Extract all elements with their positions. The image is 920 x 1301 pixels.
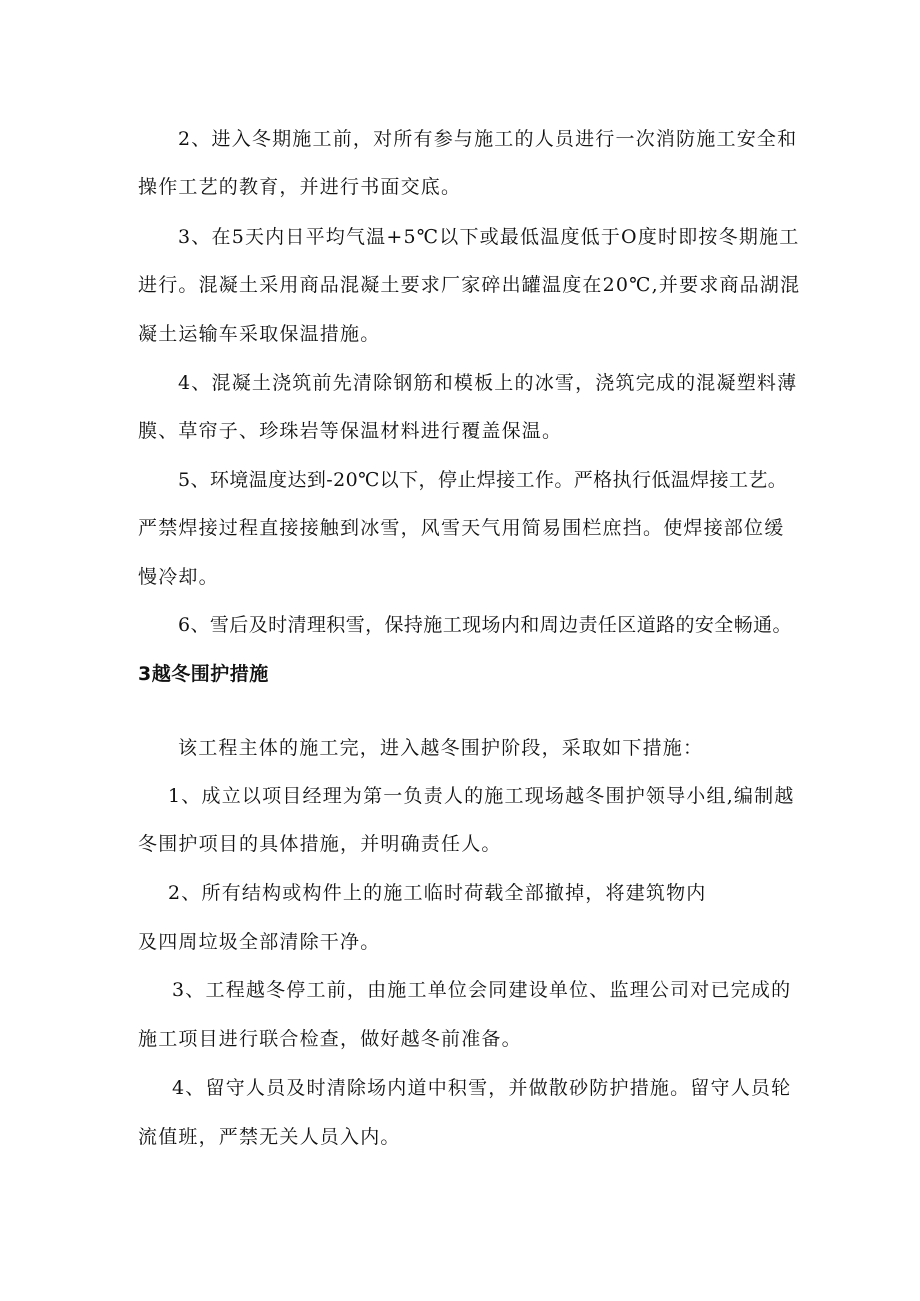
- paragraph-3-line-3: 凝土运输车采取保温措施。: [138, 323, 381, 345]
- paragraph-3-line-2: 进行。混凝土采用商品混凝土要求厂家碎出罐温度在20℃,并要求商品湖混: [138, 274, 801, 296]
- paragraph-6-line-1: 6、雪后及时清理积雪，保持施工现场内和周边责任区道路的安全畅通。: [178, 614, 792, 636]
- paragraph-5-line-2: 严禁焊接过程直接接触到冰雪，风雪天气用简易围栏庶挡。使焊接部位缓: [138, 517, 785, 539]
- measure-4-line-1: 4、留守人员及时清除场内道中积雪，并做散砂防护措施。留守人员轮: [172, 1077, 792, 1099]
- measure-1-line-2: 冬围护项目的具体措施，并明确责任人。: [138, 833, 502, 855]
- paragraph-3-line-1: 3、在5天内日平均气温+5℃以下或最低温度低于O度时即按冬期施工: [178, 226, 800, 248]
- paragraph-5-line-3: 慢冷却。: [138, 566, 219, 588]
- measure-4-line-2: 流值班，严禁无关人员入内。: [138, 1126, 401, 1148]
- section-heading: 3越冬围护措施: [138, 663, 269, 685]
- measure-1-line-1: 1、成立以项目经理为第一负责人的施工现场越冬围护领导小组,编制越: [168, 785, 795, 807]
- paragraph-4-line-1: 4、混凝土浇筑前先清除钢筋和模板上的冰雪，浇筑完成的混凝塑料薄: [178, 372, 798, 394]
- measure-2-line-1: 2、所有结构或构件上的施工临时荷载全部撤掉，将建筑物内: [168, 882, 707, 904]
- paragraph-4-line-2: 膜、草帘子、珍珠岩等保温材料进行覆盖保温。: [138, 420, 563, 442]
- paragraph-5-line-1: 5、环境温度达到-20℃以下，停止焊接工作。严格执行低温焊接工艺。: [178, 469, 788, 491]
- intro-paragraph: 该工程主体的施工完，进入越冬围护阶段，采取如下措施：: [178, 737, 704, 759]
- paragraph-2-line-1: 2、进入冬期施工前，对所有参与施工的人员进行一次消防施工安全和: [178, 128, 798, 150]
- measure-3-line-2: 施工项目进行联合检查，做好越冬前准备。: [138, 1028, 522, 1050]
- paragraph-2-line-2: 操作工艺的教育，并进行书面交底。: [138, 176, 462, 198]
- measure-2-line-2: 及四周垃圾全部清除干净。: [138, 931, 381, 953]
- measure-3-line-1: 3、工程越冬停工前，由施工单位会同建设单位、监理公司对已完成的: [172, 979, 792, 1001]
